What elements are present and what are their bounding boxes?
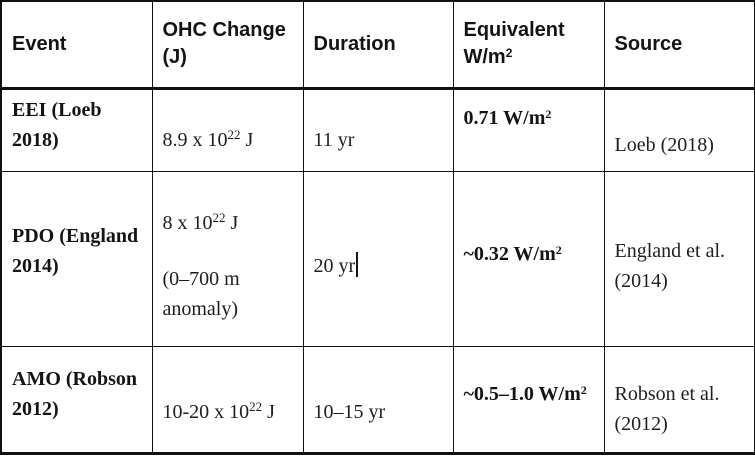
ohc-change-note: (0–700 m anomaly) [162,267,240,320]
event-cell[interactable] [1,171,152,346]
header-ohc-change-label: OHC Change (J) [162,19,286,69]
event-label: EEI (Loeb 2018) [12,99,102,151]
header-duration-label: Duration [313,32,396,55]
header-source-label: Source [614,32,683,55]
equivalent-cell[interactable] [453,88,604,171]
ohc-change-value: 8 x $10^{22}$ J (0–700 m anomaly) [163,208,297,324]
header-cell-event[interactable] [1,1,152,88]
source-label: England et al. (2014) [614,239,726,292]
duration-value: 10–15 yr [313,401,386,423]
superscript: 22 [212,209,226,225]
header-equivalent-label: Equivalent $W/m^2$ [463,19,565,69]
header-row [1,1,755,88]
ohc-change-cell[interactable] [152,346,303,453]
superscript: 2 [545,107,552,121]
superscript: 22 [249,399,263,414]
ohc-change-cell[interactable] [152,88,303,171]
header-event-label: Event [12,32,67,55]
event-label: AMO (Robson 2012) [12,368,138,420]
equivalent-value: 0.71 $W/m^2$ [463,107,552,129]
header-cell-source[interactable] [604,1,755,88]
event-cell[interactable] [1,88,152,171]
source-label: Loeb (2018) [614,134,714,156]
duration-cell[interactable] [303,346,453,453]
table-row-eei [1,88,755,171]
duration-value: 20 yr [314,251,447,281]
header-cell-equivalent[interactable] [453,1,604,88]
source-cell[interactable] [604,171,755,346]
table-row-amo [1,346,755,453]
equivalent-value: ~0.5–1.0 $W/m^2$ [463,383,587,405]
source-cell[interactable] [604,88,755,171]
source-cell[interactable] [604,346,755,453]
equivalent-cell[interactable] [453,346,604,453]
equivalent-value: ~0.32 $W/m^2$ [463,242,562,265]
header-cell-ohc-change[interactable] [152,1,303,88]
ohc-change-value: 10-20 x $10^{22}$ J [162,399,275,423]
header-cell-duration[interactable] [303,1,453,88]
event-cell[interactable] [1,346,152,453]
superscript: 2 [580,383,587,397]
text-cursor [356,252,358,277]
duration-cell[interactable] [303,171,453,346]
event-label: PDO (England 2014) [12,224,139,277]
superscript: 2 [555,242,562,257]
source-label: Robson et al. (2012) [614,383,720,435]
ohc-change-cell[interactable] [152,171,303,346]
duration-value: 11 yr [313,129,355,151]
superscript: 22 [227,127,241,142]
duration-cell[interactable] [303,88,453,171]
table-row-pdo [1,171,755,346]
equivalent-cell[interactable] [453,171,604,346]
superscript: 2 [505,46,513,61]
ohc-change-value: 8.9 x $10^{22}$ J [162,127,254,151]
